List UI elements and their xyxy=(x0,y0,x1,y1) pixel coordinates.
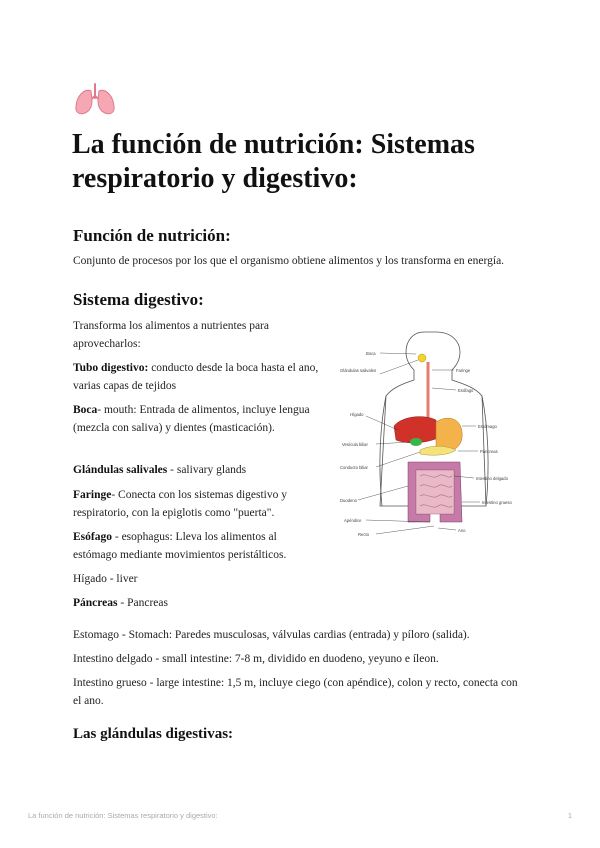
label-boca: Boca xyxy=(366,351,376,356)
desc: - Pancreas xyxy=(117,597,168,609)
item-pancreas xyxy=(73,594,323,612)
item-estomago: Estomago - Stomach: Paredes musculosas, válvulas cardias (entrada) y píloro (salida). xyxy=(73,629,470,641)
desc: Hígado - liver xyxy=(73,573,138,585)
label-intestino-delgado: Intestino delgado xyxy=(476,476,508,481)
digestive-system-diagram xyxy=(336,326,532,538)
lungs-icon xyxy=(74,82,116,116)
footer-title: La función de nutrición: Sistemas respiratorio y digestivo: xyxy=(28,811,218,820)
item-esofago xyxy=(73,528,323,564)
page-title: La función de nutrición: Sistemas respiratorio y digestivo: xyxy=(72,129,475,194)
page-footer xyxy=(28,811,572,820)
item-glandulas-salivales xyxy=(73,461,323,479)
page-number: 1 xyxy=(567,811,572,820)
label-conducto-biliar: Conducto biliar xyxy=(340,465,368,470)
label-recto: Recto xyxy=(358,532,369,537)
term: Tubo digestivo: xyxy=(73,362,149,374)
label-vesicula-biliar: Vesícula biliar xyxy=(342,442,368,447)
item-intestino-grueso: Intestino grueso - large intestine: 1,5 m, incluye ciego (con apéndice), colon y recto, conecta con el ano. xyxy=(73,677,518,707)
label-ano: Ano xyxy=(458,528,466,533)
gallbladder xyxy=(410,438,422,446)
desc: - Conecta con los sistemas digestivo y respiratorio, con la epiglotis como "puerta". xyxy=(73,489,287,519)
label-pancreas: Páncreas xyxy=(480,449,498,454)
item-intestino-delgado: Intestino delgado - small intestine: 7-8 m, dividido en duodeno, yeyuno e íleon. xyxy=(73,653,439,665)
label-esofago: Esófago xyxy=(458,388,474,393)
term: Boca xyxy=(73,404,98,416)
item-tubo-digestivo xyxy=(73,359,323,395)
heading-sistema-digestivo: Sistema digestivo: xyxy=(73,290,204,309)
heading-funcion-nutricion: Función de nutrición: xyxy=(73,226,231,245)
heading-glandulas-digestivas: Las glándulas digestivas: xyxy=(73,726,234,742)
desc: - esophagus: Lleva los alimentos al estómago mediante movimientos peristálticos. xyxy=(73,531,287,561)
item-faringe xyxy=(73,486,318,522)
label-estomago: Estómago xyxy=(478,424,497,429)
label-faringe: Faringe xyxy=(456,368,471,373)
label-glandulas-salivales: Glándulas salivales xyxy=(340,368,377,373)
desc: - salivary glands xyxy=(167,464,247,476)
label-duodeno: Duodeno xyxy=(340,498,357,503)
item-boca xyxy=(73,401,318,437)
label-intestino-grueso: Intestino grueso xyxy=(482,500,512,505)
digestivo-intro: Transforma los alimentos a nutrientes para aprovecharlos: xyxy=(73,320,269,350)
term: Esófago xyxy=(73,531,112,543)
label-higado: Hígado xyxy=(350,412,364,417)
label-apendice: Apéndice xyxy=(344,518,362,523)
desc: conducto desde la boca hasta el ano, varias capas de tejidos xyxy=(73,362,319,392)
term: Páncreas xyxy=(73,597,118,609)
nutricion-text: Conjunto de procesos por los que el organismo obtiene alimentos y los transforma en energía. xyxy=(73,255,505,267)
term: Faringe xyxy=(73,489,112,501)
desc: - mouth: Entrada de alimentos, incluye lengua (mezcla con saliva) y dientes (masticación). xyxy=(73,404,310,434)
salivary-gland xyxy=(418,354,426,362)
term: Glándulas salivales xyxy=(73,464,168,476)
item-higado xyxy=(73,570,323,588)
stomach xyxy=(436,418,462,451)
